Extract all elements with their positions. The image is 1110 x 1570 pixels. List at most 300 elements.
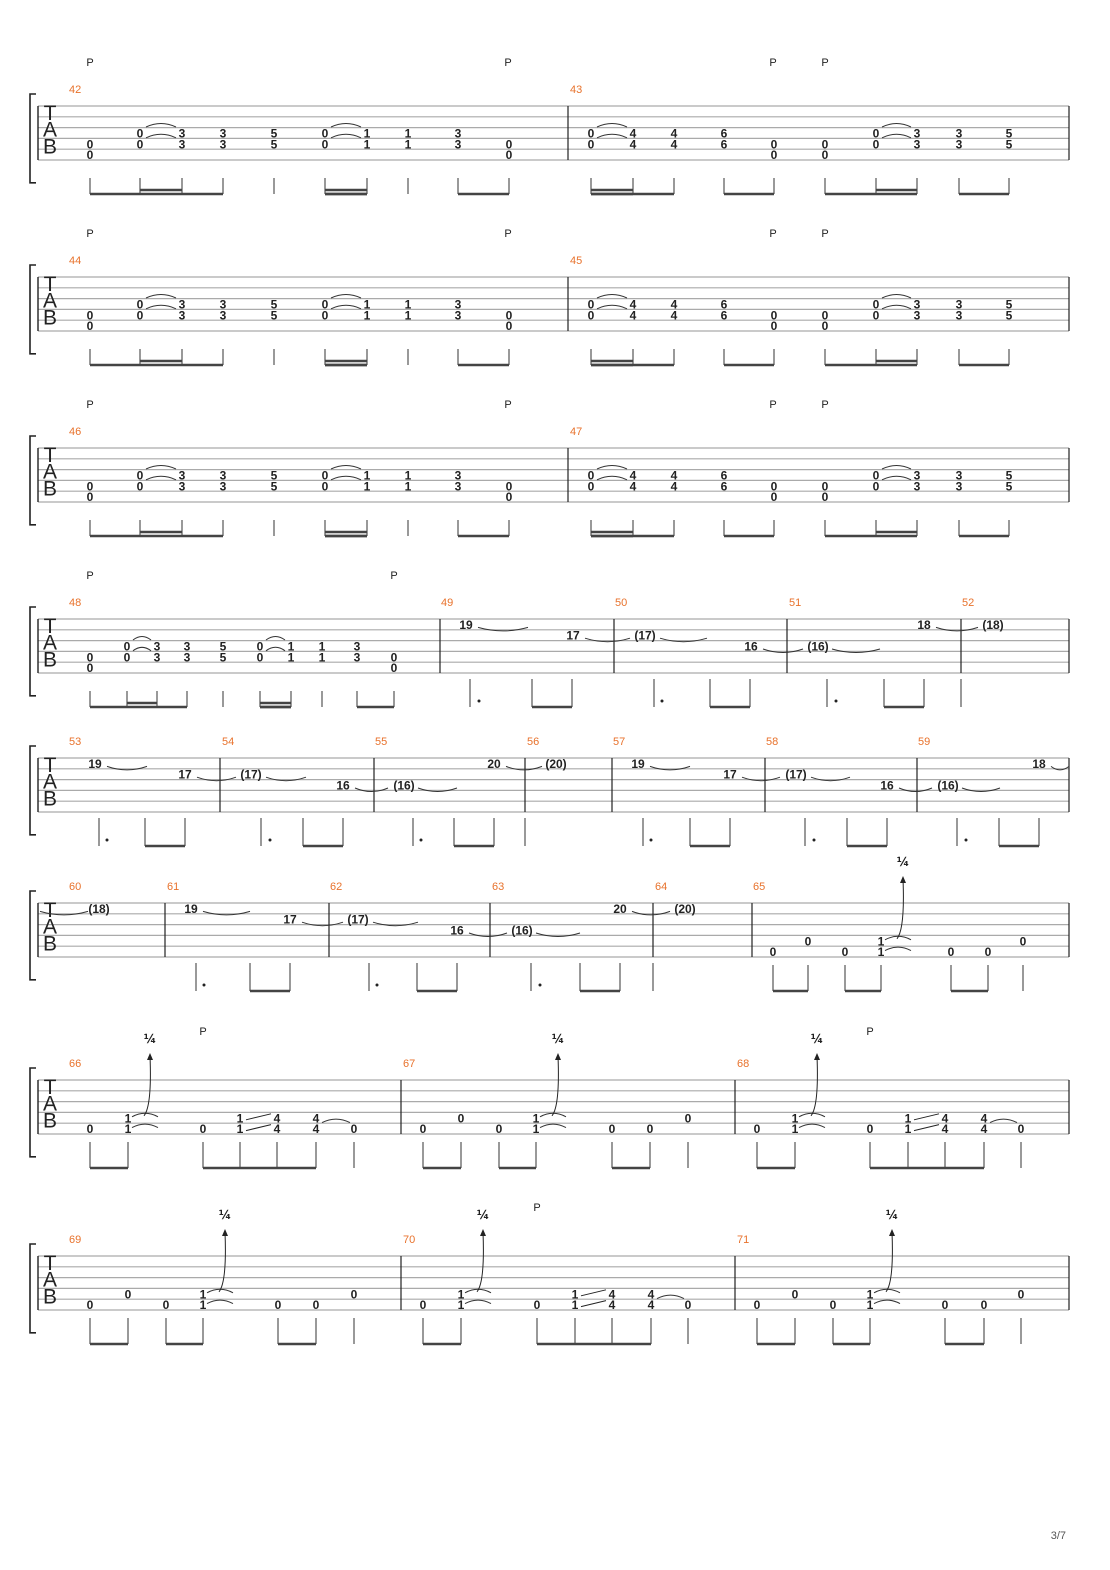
tab-clef-letter: T — [43, 1076, 57, 1099]
fret-number: 3 — [454, 308, 462, 323]
fret-number: 0 — [321, 479, 329, 494]
fret-number: 17 — [178, 767, 192, 782]
tie-arc — [882, 295, 911, 299]
palm-mute-marker: P — [533, 1202, 541, 1214]
fret-number: 0 — [390, 661, 398, 676]
tie-arc — [882, 305, 911, 309]
tie-arc — [331, 124, 361, 128]
tie-arc — [331, 466, 361, 470]
fret-number: 0 — [587, 479, 595, 494]
bend-arrow — [144, 1056, 150, 1116]
fret-number: 6 — [720, 297, 728, 312]
fret-number: 4 — [629, 479, 637, 494]
fret-number: 1 — [124, 1122, 132, 1137]
fret-number: 0 — [86, 137, 94, 152]
tab-clef-letter: B — [42, 648, 58, 672]
fret-number: 3 — [955, 468, 963, 483]
fret-number: (17) — [785, 767, 807, 782]
rhythm-dot — [106, 839, 109, 842]
fret-number: 0 — [350, 1287, 358, 1302]
fret-number: 1 — [877, 934, 885, 949]
rhythm-dot — [203, 984, 206, 987]
palm-mute-marker: P — [769, 399, 777, 411]
fret-number: 3 — [913, 126, 921, 141]
fret-number: 3 — [955, 297, 963, 312]
fret-number: 0 — [684, 1111, 692, 1126]
measure-number: 49 — [441, 597, 454, 609]
fret-number: 6 — [720, 137, 728, 152]
fret-number: 1 — [571, 1287, 579, 1302]
fret-number: 1 — [404, 308, 412, 323]
fret-number: 1 — [404, 137, 412, 152]
bend-arrow — [811, 1056, 817, 1116]
tab-clef-letter: T — [43, 899, 57, 922]
system-brace — [30, 891, 36, 980]
fret-number: 0 — [587, 126, 595, 141]
fret-number: 0 — [821, 148, 829, 163]
fret-number: 0 — [390, 650, 398, 665]
fret-number: 1 — [532, 1122, 540, 1137]
fret-number: 19 — [459, 617, 473, 632]
tab-clef-letter: A — [42, 289, 58, 313]
fret-number: 3 — [183, 650, 191, 665]
slide-line — [581, 1301, 606, 1307]
slide-line — [581, 1290, 606, 1296]
fret-number: 5 — [219, 650, 227, 665]
fret-number: 0 — [866, 1122, 874, 1137]
fret-number: 0 — [86, 661, 94, 676]
fret-number: 1 — [877, 945, 885, 960]
bend-arrow — [477, 1232, 483, 1292]
fret-number: 0 — [419, 1122, 427, 1137]
tie-arc — [146, 466, 176, 470]
fret-number: 4 — [670, 308, 678, 323]
fret-number: 0 — [505, 148, 513, 163]
fret-number: 0 — [1019, 934, 1027, 949]
fret-number: 1 — [404, 126, 412, 141]
measure-number: 65 — [753, 881, 766, 893]
fret-number: 5 — [1005, 468, 1013, 483]
fret-number: 3 — [913, 479, 921, 494]
fret-number: 4 — [670, 126, 678, 141]
tab-clef-letter: B — [42, 932, 58, 956]
measure-number: 59 — [918, 736, 931, 748]
palm-mute-marker: P — [86, 399, 94, 411]
fret-number: 4 — [941, 1122, 949, 1137]
fret-number: 0 — [457, 1111, 465, 1126]
tie-arc — [266, 647, 285, 651]
tab-clef-letter: A — [42, 770, 58, 794]
fret-number: 0 — [321, 308, 329, 323]
fret-number: 0 — [684, 1298, 692, 1313]
tie-arc — [597, 124, 627, 128]
tie-arc — [266, 637, 285, 641]
tie-arc — [882, 134, 911, 138]
palm-mute-marker: P — [504, 399, 512, 411]
fret-number: 3 — [219, 137, 227, 152]
fret-number: 3 — [183, 639, 191, 654]
fret-number: 0 — [1017, 1122, 1025, 1137]
fret-number: (16) — [937, 778, 959, 793]
tie-arc — [146, 476, 176, 480]
measure-number: 61 — [167, 881, 180, 893]
palm-mute-marker: P — [86, 57, 94, 69]
fret-number: 3 — [454, 479, 462, 494]
bend-arrowhead — [555, 1053, 561, 1060]
fret-number: 16 — [336, 778, 350, 793]
fret-number: 0 — [256, 650, 264, 665]
fret-number: 5 — [1005, 297, 1013, 312]
fret-number: 0 — [821, 490, 829, 505]
fret-number: 3 — [454, 468, 462, 483]
fret-number: 0 — [86, 308, 94, 323]
fret-number: 0 — [770, 137, 778, 152]
fret-number: 3 — [153, 650, 161, 665]
fret-number: 19 — [184, 901, 198, 916]
fret-number: 3 — [955, 137, 963, 152]
fret-number: 1 — [791, 1122, 799, 1137]
tie-arc — [540, 1124, 566, 1128]
fret-number: 1 — [363, 479, 371, 494]
fret-number: 0 — [124, 1287, 132, 1302]
measure-number: 66 — [69, 1058, 82, 1070]
fret-number: 4 — [629, 297, 637, 312]
bend-amount: ¼ — [896, 855, 910, 869]
fret-number: 16 — [450, 923, 464, 938]
measure-number: 67 — [403, 1058, 416, 1070]
fret-number: 5 — [1005, 308, 1013, 323]
measure-number: 68 — [737, 1058, 750, 1070]
tie-arc — [597, 295, 627, 299]
fret-number: 0 — [350, 1122, 358, 1137]
fret-number: 0 — [872, 468, 880, 483]
tie-arc — [331, 295, 361, 299]
bend-arrowhead — [900, 876, 906, 883]
fret-number: 0 — [505, 308, 513, 323]
rhythm-dot — [539, 984, 542, 987]
fret-number: 0 — [136, 479, 144, 494]
measure-number: 57 — [613, 736, 626, 748]
fret-number: 0 — [872, 126, 880, 141]
fret-number: 0 — [505, 479, 513, 494]
fret-number: 3 — [153, 639, 161, 654]
fret-number: 3 — [353, 639, 361, 654]
fret-number: 3 — [955, 126, 963, 141]
fret-number: 1 — [866, 1298, 874, 1313]
fret-number: 5 — [270, 297, 278, 312]
fret-number: 4 — [312, 1111, 320, 1126]
fret-number: 16 — [880, 778, 894, 793]
fret-number: 1 — [571, 1298, 579, 1313]
fret-number: 19 — [631, 756, 645, 771]
palm-mute-marker: P — [504, 228, 512, 240]
fret-number: 1 — [457, 1287, 465, 1302]
fret-number: (18) — [88, 901, 110, 916]
tab-clef-letter: T — [43, 273, 57, 296]
tie-arc — [322, 1119, 350, 1123]
fret-number: 0 — [770, 308, 778, 323]
tab-clef-letter: B — [42, 787, 58, 811]
fret-number: 0 — [769, 945, 777, 960]
fret-number: 3 — [955, 308, 963, 323]
fret-number: 1 — [404, 468, 412, 483]
fret-number: 0 — [505, 319, 513, 334]
measure-number: 55 — [375, 736, 388, 748]
fret-number: 1 — [363, 308, 371, 323]
tab-clef-letter: B — [42, 306, 58, 330]
measure-number: 44 — [69, 255, 82, 267]
tie-arc — [799, 1124, 825, 1128]
fret-number: 1 — [904, 1111, 912, 1126]
bend-arrow — [897, 879, 903, 939]
tab-clef-letter: T — [43, 1252, 57, 1275]
system-brace — [30, 607, 36, 696]
tab-clef-letter: T — [43, 615, 57, 638]
fret-number: 3 — [178, 126, 186, 141]
fret-number: 1 — [124, 1111, 132, 1126]
measure-number: 71 — [737, 1234, 750, 1246]
measure-number: 52 — [962, 597, 975, 609]
fret-number: 1 — [236, 1122, 244, 1137]
measure-number: 45 — [570, 255, 583, 267]
fret-number: 0 — [770, 148, 778, 163]
fret-number: 0 — [587, 468, 595, 483]
fret-number: 3 — [913, 297, 921, 312]
fret-number: 0 — [495, 1122, 503, 1137]
rhythm-dot — [420, 839, 423, 842]
palm-mute-marker: P — [866, 1026, 874, 1038]
tie-arc — [874, 1300, 900, 1304]
tab-clef-letter: A — [42, 915, 58, 939]
fret-number: 0 — [274, 1298, 282, 1313]
tie-arc — [132, 1124, 158, 1128]
palm-mute-marker: P — [504, 57, 512, 69]
fret-number: (18) — [982, 617, 1004, 632]
fret-number: 4 — [647, 1298, 655, 1313]
fret-number: 17 — [723, 767, 737, 782]
measure-number: 53 — [69, 736, 82, 748]
fret-number: 0 — [1017, 1287, 1025, 1302]
fret-number: 0 — [86, 490, 94, 505]
tab-clef-letter: T — [43, 444, 57, 467]
fret-number: 3 — [955, 479, 963, 494]
measure-number: 43 — [570, 84, 583, 96]
fret-number: 3 — [913, 468, 921, 483]
tab-clef-letter: A — [42, 460, 58, 484]
fret-number: 3 — [219, 479, 227, 494]
fret-number: 4 — [647, 1287, 655, 1302]
fret-number: 1 — [904, 1122, 912, 1137]
fret-number: 3 — [178, 137, 186, 152]
slide-line — [914, 1125, 939, 1131]
fret-number: 1 — [532, 1111, 540, 1126]
fret-number: 0 — [770, 479, 778, 494]
fret-number: 0 — [86, 148, 94, 163]
fret-number: 0 — [123, 639, 131, 654]
fret-number: 0 — [587, 308, 595, 323]
fret-number: 0 — [872, 479, 880, 494]
tie-arc — [133, 637, 151, 641]
fret-number: 5 — [270, 126, 278, 141]
fret-number: 0 — [136, 137, 144, 152]
fret-number: 1 — [199, 1287, 207, 1302]
tab-clef-letter: A — [42, 1268, 58, 1292]
fret-number: 3 — [219, 468, 227, 483]
fret-number: 0 — [505, 137, 513, 152]
fret-number: 6 — [720, 308, 728, 323]
fret-number: 3 — [454, 297, 462, 312]
fret-number: 0 — [608, 1122, 616, 1137]
bend-arrowhead — [480, 1229, 486, 1236]
tie-arc — [331, 134, 361, 138]
measure-number: 60 — [69, 881, 82, 893]
bend-arrowhead — [814, 1053, 820, 1060]
bend-arrowhead — [889, 1229, 895, 1236]
fret-number: 0 — [86, 479, 94, 494]
fret-number: 1 — [236, 1111, 244, 1126]
bend-amount: ¼ — [885, 1208, 899, 1222]
tie-arc — [597, 466, 627, 470]
fret-number: 4 — [670, 479, 678, 494]
measure-number: 46 — [69, 426, 82, 438]
fret-number: 3 — [178, 297, 186, 312]
measure-number: 58 — [766, 736, 779, 748]
measure-number: 64 — [655, 881, 668, 893]
page-number: 3/7 — [1050, 1530, 1066, 1542]
fret-number: 0 — [872, 297, 880, 312]
fret-number: 0 — [321, 126, 329, 141]
tab-clef-letter: B — [42, 1285, 58, 1309]
fret-number: (16) — [393, 778, 415, 793]
fret-number: 5 — [270, 479, 278, 494]
rhythm-dot — [965, 839, 968, 842]
fret-number: 5 — [270, 468, 278, 483]
fret-number: 0 — [821, 319, 829, 334]
fret-number: 0 — [136, 297, 144, 312]
fret-number: 1 — [287, 639, 295, 654]
fret-number: 5 — [219, 639, 227, 654]
fret-number: 1 — [199, 1298, 207, 1313]
fret-number: 0 — [86, 650, 94, 665]
fret-number: 3 — [219, 308, 227, 323]
fret-number: 18 — [1032, 756, 1046, 771]
fret-number: 1 — [363, 137, 371, 152]
fret-number: 3 — [219, 126, 227, 141]
fret-number: 3 — [913, 308, 921, 323]
fret-number: 4 — [608, 1298, 616, 1313]
fret-number: 0 — [136, 308, 144, 323]
palm-mute-marker: P — [821, 228, 829, 240]
fret-number: 16 — [744, 639, 758, 654]
tie-arc — [146, 124, 176, 128]
tie-arc — [597, 476, 627, 480]
fret-number: 0 — [321, 137, 329, 152]
tab-clef-letter: B — [42, 477, 58, 501]
fret-number: 0 — [804, 934, 812, 949]
measure-number: 50 — [615, 597, 628, 609]
fret-number: 5 — [270, 137, 278, 152]
system-brace — [30, 1244, 36, 1333]
fret-number: 4 — [273, 1111, 281, 1126]
fret-number: 0 — [419, 1298, 427, 1313]
fret-number: 1 — [363, 126, 371, 141]
tie-arc — [882, 476, 911, 480]
tie-arc — [597, 305, 627, 309]
palm-mute-marker: P — [199, 1026, 207, 1038]
tab-clef-letter: A — [42, 1092, 58, 1116]
rhythm-dot — [269, 839, 272, 842]
fret-number: 5 — [270, 308, 278, 323]
fret-number: 3 — [178, 479, 186, 494]
fret-number: 0 — [872, 308, 880, 323]
fret-number: 0 — [136, 468, 144, 483]
fret-number: (16) — [807, 639, 829, 654]
fret-number: 17 — [283, 912, 297, 927]
fret-number: 0 — [136, 126, 144, 141]
fret-number: 4 — [629, 308, 637, 323]
fret-number: 3 — [178, 468, 186, 483]
fret-number: 3 — [219, 297, 227, 312]
fret-number: 0 — [123, 650, 131, 665]
fret-number: 4 — [273, 1122, 281, 1137]
fret-number: 1 — [287, 650, 295, 665]
fret-number: 0 — [753, 1122, 761, 1137]
fret-number: 20 — [613, 901, 627, 916]
fret-number: (20) — [674, 901, 696, 916]
fret-number: (16) — [511, 923, 533, 938]
rhythm-dot — [835, 700, 838, 703]
tie-arc — [146, 134, 176, 138]
fret-number: 0 — [256, 639, 264, 654]
rhythm-dot — [376, 984, 379, 987]
palm-mute-marker: P — [86, 570, 94, 582]
fret-number: 0 — [980, 1298, 988, 1313]
slide-line — [914, 1114, 939, 1120]
fret-number: 0 — [587, 137, 595, 152]
fret-number: 4 — [670, 468, 678, 483]
fret-number: 1 — [404, 479, 412, 494]
tie-arc — [597, 134, 627, 138]
fret-number: 4 — [980, 1122, 988, 1137]
slide-line — [246, 1114, 271, 1120]
bend-amount: ¼ — [476, 1208, 490, 1222]
tie-arc — [885, 947, 911, 951]
fret-number: 0 — [770, 490, 778, 505]
fret-number: 0 — [86, 319, 94, 334]
palm-mute-marker: P — [821, 57, 829, 69]
tab-clef-letter: T — [43, 102, 57, 125]
fret-number: 5 — [1005, 479, 1013, 494]
fret-number: 4 — [629, 137, 637, 152]
fret-number: 1 — [866, 1287, 874, 1302]
fret-number: 0 — [841, 945, 849, 960]
fret-number: (17) — [240, 767, 262, 782]
fret-number: 0 — [86, 1298, 94, 1313]
fret-number: 0 — [821, 308, 829, 323]
fret-number: 3 — [353, 650, 361, 665]
fret-number: 17 — [566, 628, 580, 643]
fret-number: 0 — [505, 490, 513, 505]
fret-number: 0 — [199, 1122, 207, 1137]
bend-arrow — [219, 1232, 225, 1292]
tie-arc — [990, 1119, 1017, 1123]
fret-number: 3 — [178, 308, 186, 323]
tie-arc — [331, 476, 361, 480]
measure-number: 48 — [69, 597, 82, 609]
tab-clef-letter: B — [42, 135, 58, 159]
bend-amount: ¼ — [810, 1032, 824, 1046]
fret-number: 0 — [821, 479, 829, 494]
